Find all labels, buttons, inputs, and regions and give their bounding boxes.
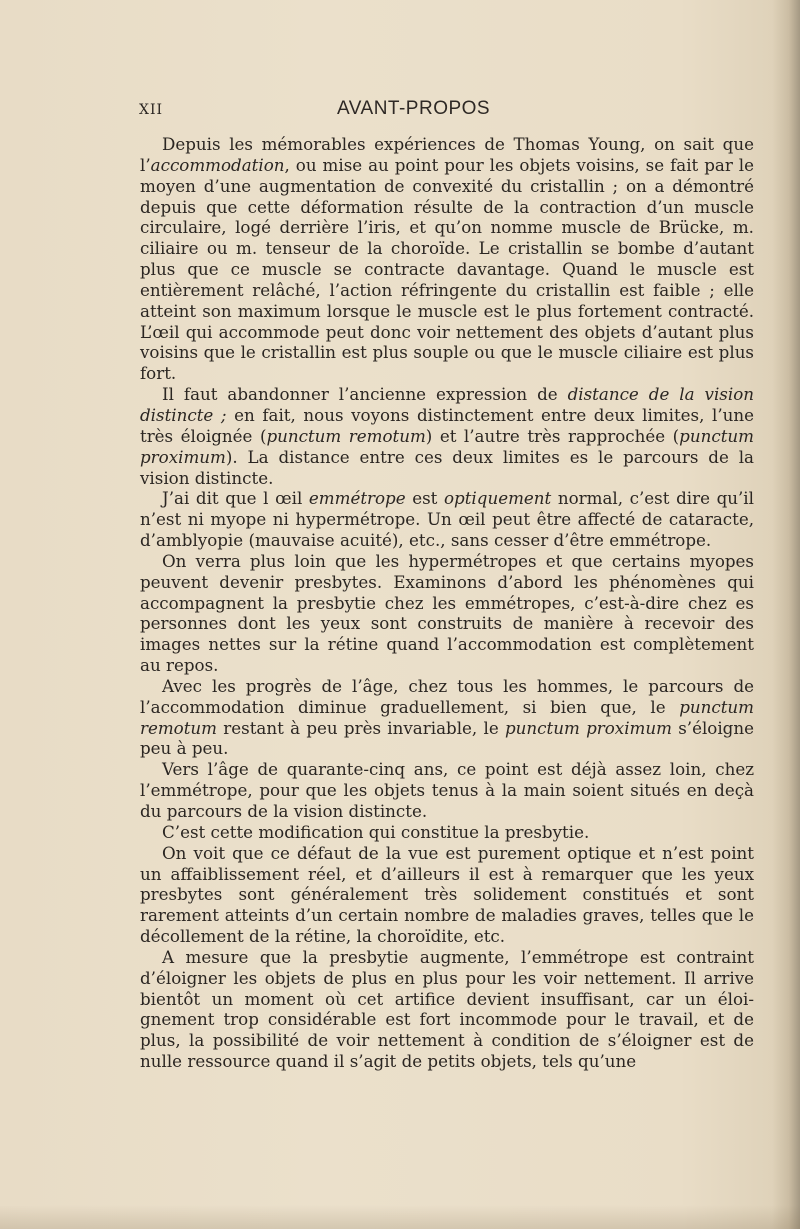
text-run: Il faut abandonner l’ancienne expression de (162, 384, 568, 405)
italic-text: distance de la vision distincte ; (140, 384, 754, 425)
text-run: C’est cette modification qui constitue la presbytie. (162, 821, 590, 842)
paragraph (140, 759, 754, 822)
text-run: On verra plus loin que les hypermétropes et que certains myopes peuvent devenir presbytes. Examinons d’abord les phénomènes qui accompagnent la presbytie chez les emmétropes, c’est-à-dire chez es personnes dont les yeux sont construits de manière à recevoir des images nettes sur la rétine quand l’accommodation est complètement au repos. (140, 550, 754, 676)
text-run: est (405, 488, 444, 509)
text-run: A mesure que la presbytie augmente, l’emmétrope est contraint d’éloigner les objets de plus en plus pour les voir nettement. Il arrive bientôt un moment où cet artifice devient insuffisant, car un éloignement trop considérable est fort incommode pour le travail, et de plus, la possibilité de voir nettement à condition de s’éloigner est de nulle ressource quand il s’agit de petits objets, tels qu’une (140, 946, 754, 1072)
text-run: normal, c’est dire qu’il n’est ni myope ni hypermétrope. Un œil peut être affecté de cataracte, d’amblyopie (mauvaise acuité), etc., sans cesser d’être emmétrope. (140, 488, 754, 551)
paragraph (140, 551, 754, 676)
text-run: , ou mise au point pour les objets voisins, se fait par le moyen d’une augmentation de convexité du cristallin ; on a démontré depuis que cette déformation résulte de la contraction d’un muscle circulaire, logé derrière l’iris, et qu’on nomme muscle de Brücke, m. ciliaire ou m. tenseur de la choroïde. Le cristallin se bombe d’autant plus que ce muscle se contracte davantage. Quand le muscle est entièrement relâché, l’action réfringente du cristallin est faible ; elle atteint son maximum lorsque le muscle est le plus fortement contracté. L’œil qui accommode peut donc voir nettement des objets d’autant plus voisins que le cristallin est plus souple ou que le muscle ciliaire est plus fort. (140, 154, 754, 384)
text-run: ) et l’autre très rapprochée ( (425, 425, 680, 446)
text-run: J’ai dit que l œil (162, 488, 309, 509)
page-edge-shadow (772, 0, 800, 1229)
italic-text: accommodation (150, 154, 285, 175)
page-bottom-shadow (0, 1205, 800, 1229)
paragraph (140, 134, 754, 384)
running-title: AVANT-PROPOS (337, 98, 491, 119)
paragraph (140, 947, 754, 1072)
text-run: ). La distance entre ces deux limites es le parcours de la vision distincte. (140, 446, 754, 488)
italic-text: emmétrope (308, 488, 406, 509)
page-header (139, 98, 759, 124)
page-number: XII (139, 102, 164, 118)
text-run: On voit que ce défaut de la vue est purement optique et n’est point un affaiblissement réel, et d’ailleurs il est à remarquer que les yeux presbytes sont généralement très solidement constitués et sont rarement atteints d’un certain nombre de maladies graves, telles que le décollement de la rétine, la choroïdite, etc. (140, 842, 754, 947)
text-run: restant à peu près invariable, le (217, 717, 505, 738)
italic-text: punctum proximum (140, 425, 754, 467)
text-run: Vers l’âge de quarante-cinq ans, ce point est déjà assez loin, chez l’emmétrope, pour que les objets tenus à la main soient situés en deçà du parcours de la vision distincte. (140, 759, 754, 821)
italic-text: optiquement (444, 488, 552, 509)
text-run: Avec les progrès de l’âge, chez tous les hommes, le parcours de l’accommodation diminue graduellement, si bien que, le (140, 675, 754, 717)
paragraph (140, 676, 754, 759)
italic-text: punctum remotum (266, 425, 426, 446)
text-run: Depuis les mémorables expériences de Thomas Young, on sait que l’ (140, 134, 754, 175)
italic-text: punctum proximum (505, 717, 672, 738)
italic-text: punctum remotum (140, 696, 754, 738)
text-run: s’éloigne peu à peu. (140, 717, 754, 759)
text-run: en fait, nous voyons distinctement entre deux limites, l’une très éloignée ( (140, 404, 754, 446)
body-text (140, 134, 754, 1072)
paragraph (140, 822, 754, 843)
paragraph (140, 384, 754, 488)
paragraph (140, 488, 754, 551)
paragraph (140, 843, 754, 947)
